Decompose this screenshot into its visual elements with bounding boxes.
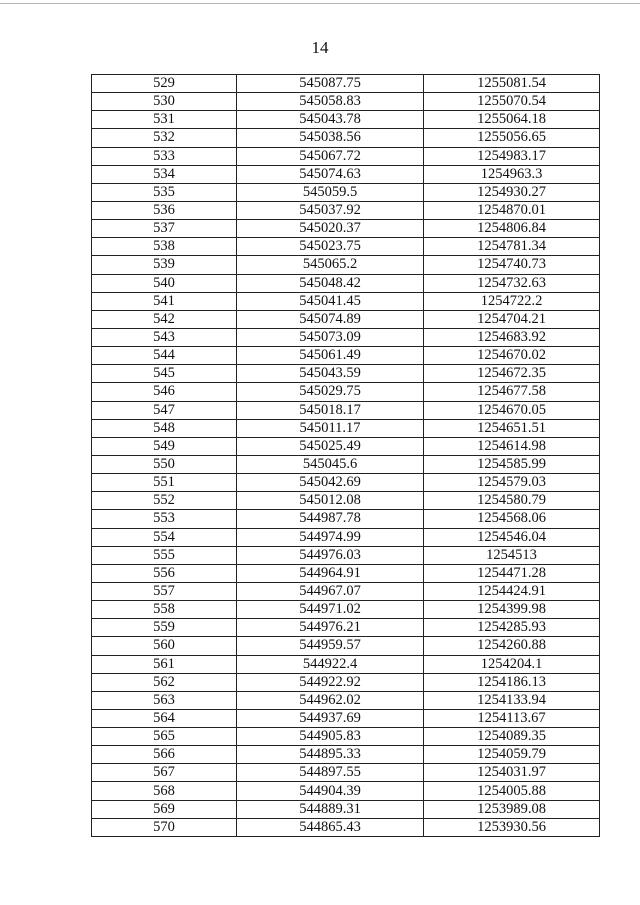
x-coordinate-cell: 544976.03 xyxy=(237,546,424,564)
y-coordinate-cell: 1254260.88 xyxy=(424,637,600,655)
y-coordinate-cell: 1254677.58 xyxy=(424,383,600,401)
x-coordinate-cell: 545065.2 xyxy=(237,256,424,274)
table-row xyxy=(92,492,600,510)
point-number-cell: 567 xyxy=(92,764,237,782)
point-number-cell: 539 xyxy=(92,256,237,274)
y-coordinate-cell: 1254670.05 xyxy=(424,401,600,419)
table-row xyxy=(92,709,600,727)
x-coordinate-cell: 545012.08 xyxy=(237,492,424,510)
x-coordinate-cell: 545042.69 xyxy=(237,474,424,492)
table-row xyxy=(92,274,600,292)
x-coordinate-cell: 545037.92 xyxy=(237,201,424,219)
table-row xyxy=(92,238,600,256)
table-row xyxy=(92,474,600,492)
point-number-cell: 545 xyxy=(92,365,237,383)
x-coordinate-cell: 545011.17 xyxy=(237,419,424,437)
table-row xyxy=(92,455,600,473)
table-row xyxy=(92,292,600,310)
table-row xyxy=(92,746,600,764)
page-number: 14 xyxy=(311,38,329,57)
y-coordinate-cell: 1255081.54 xyxy=(424,75,600,93)
table-row xyxy=(92,528,600,546)
point-number-cell: 557 xyxy=(92,582,237,600)
x-coordinate-cell: 544937.69 xyxy=(237,709,424,727)
point-number-cell: 542 xyxy=(92,310,237,328)
table-row xyxy=(92,328,600,346)
x-coordinate-cell: 544971.02 xyxy=(237,601,424,619)
table-row xyxy=(92,383,600,401)
point-number-cell: 533 xyxy=(92,147,237,165)
table-row xyxy=(92,75,600,93)
y-coordinate-cell: 1254740.73 xyxy=(424,256,600,274)
x-coordinate-cell: 544922.92 xyxy=(237,673,424,691)
x-coordinate-cell: 545067.72 xyxy=(237,147,424,165)
x-coordinate-cell: 545023.75 xyxy=(237,238,424,256)
point-number-cell: 551 xyxy=(92,474,237,492)
point-number-cell: 536 xyxy=(92,201,237,219)
table-row xyxy=(92,165,600,183)
point-number-cell: 565 xyxy=(92,728,237,746)
table-row xyxy=(92,147,600,165)
table-row xyxy=(92,93,600,111)
point-number-cell: 549 xyxy=(92,437,237,455)
table-row xyxy=(92,437,600,455)
point-number-cell: 554 xyxy=(92,528,237,546)
y-coordinate-cell: 1254424.91 xyxy=(424,582,600,600)
point-number-cell: 541 xyxy=(92,292,237,310)
x-coordinate-cell: 544987.78 xyxy=(237,510,424,528)
x-coordinate-cell: 545043.59 xyxy=(237,365,424,383)
x-coordinate-cell: 545087.75 xyxy=(237,75,424,93)
x-coordinate-cell: 545074.89 xyxy=(237,310,424,328)
y-coordinate-cell: 1254580.79 xyxy=(424,492,600,510)
table-row xyxy=(92,673,600,691)
table-row xyxy=(92,347,600,365)
point-number-cell: 556 xyxy=(92,564,237,582)
table-row xyxy=(92,256,600,274)
y-coordinate-cell: 1254781.34 xyxy=(424,238,600,256)
table-row xyxy=(92,764,600,782)
x-coordinate-cell: 545058.83 xyxy=(237,93,424,111)
y-coordinate-cell: 1254204.1 xyxy=(424,655,600,673)
x-coordinate-cell: 545025.49 xyxy=(237,437,424,455)
y-coordinate-cell: 1254930.27 xyxy=(424,183,600,201)
x-coordinate-cell: 544895.33 xyxy=(237,746,424,764)
x-coordinate-cell: 544865.43 xyxy=(237,818,424,836)
point-number-cell: 562 xyxy=(92,673,237,691)
y-coordinate-cell: 1254186.13 xyxy=(424,673,600,691)
x-coordinate-cell: 544962.02 xyxy=(237,691,424,709)
point-number-cell: 530 xyxy=(92,93,237,111)
x-coordinate-cell: 544922.4 xyxy=(237,655,424,673)
point-number-cell: 566 xyxy=(92,746,237,764)
x-coordinate-cell: 545018.17 xyxy=(237,401,424,419)
x-coordinate-cell: 545048.42 xyxy=(237,274,424,292)
point-number-cell: 552 xyxy=(92,492,237,510)
x-coordinate-cell: 544974.99 xyxy=(237,528,424,546)
y-coordinate-cell: 1254683.92 xyxy=(424,328,600,346)
x-coordinate-cell: 544959.57 xyxy=(237,637,424,655)
point-number-cell: 535 xyxy=(92,183,237,201)
x-coordinate-cell: 545041.45 xyxy=(237,292,424,310)
table-row xyxy=(92,401,600,419)
point-number-cell: 569 xyxy=(92,800,237,818)
table-row xyxy=(92,546,600,564)
point-number-cell: 550 xyxy=(92,455,237,473)
x-coordinate-cell: 545043.78 xyxy=(237,111,424,129)
point-number-cell: 547 xyxy=(92,401,237,419)
point-number-cell: 561 xyxy=(92,655,237,673)
table-row xyxy=(92,201,600,219)
y-coordinate-cell: 1254546.04 xyxy=(424,528,600,546)
coordinates-table xyxy=(91,74,600,837)
table-row xyxy=(92,365,600,383)
x-coordinate-cell: 544964.91 xyxy=(237,564,424,582)
y-coordinate-cell: 1254870.01 xyxy=(424,201,600,219)
point-number-cell: 564 xyxy=(92,709,237,727)
x-coordinate-cell: 544897.55 xyxy=(237,764,424,782)
x-coordinate-cell: 544967.07 xyxy=(237,582,424,600)
x-coordinate-cell: 545029.75 xyxy=(237,383,424,401)
point-number-cell: 563 xyxy=(92,691,237,709)
point-number-cell: 560 xyxy=(92,637,237,655)
table-row xyxy=(92,728,600,746)
point-number-cell: 543 xyxy=(92,328,237,346)
table-row xyxy=(92,637,600,655)
x-coordinate-cell: 544889.31 xyxy=(237,800,424,818)
table-row xyxy=(92,129,600,147)
table-row xyxy=(92,582,600,600)
point-number-cell: 537 xyxy=(92,220,237,238)
point-number-cell: 540 xyxy=(92,274,237,292)
y-coordinate-cell: 1254806.84 xyxy=(424,220,600,238)
y-coordinate-cell: 1255056.65 xyxy=(424,129,600,147)
point-number-cell: 559 xyxy=(92,619,237,637)
table-row xyxy=(92,183,600,201)
y-coordinate-cell: 1253989.08 xyxy=(424,800,600,818)
x-coordinate-cell: 545061.49 xyxy=(237,347,424,365)
x-coordinate-cell: 544976.21 xyxy=(237,619,424,637)
table-row xyxy=(92,818,600,836)
table-row xyxy=(92,419,600,437)
x-coordinate-cell: 545045.6 xyxy=(237,455,424,473)
x-coordinate-cell: 545059.5 xyxy=(237,183,424,201)
y-coordinate-cell: 1254568.06 xyxy=(424,510,600,528)
point-number-cell: 548 xyxy=(92,419,237,437)
point-number-cell: 555 xyxy=(92,546,237,564)
point-number-cell: 544 xyxy=(92,347,237,365)
table-row xyxy=(92,310,600,328)
y-coordinate-cell: 1254471.28 xyxy=(424,564,600,582)
x-coordinate-cell: 544904.39 xyxy=(237,782,424,800)
y-coordinate-cell: 1254704.21 xyxy=(424,310,600,328)
x-coordinate-cell: 545038.56 xyxy=(237,129,424,147)
y-coordinate-cell: 1253930.56 xyxy=(424,818,600,836)
y-coordinate-cell: 1254585.99 xyxy=(424,455,600,473)
table-row xyxy=(92,800,600,818)
table-row xyxy=(92,220,600,238)
y-coordinate-cell: 1254285.93 xyxy=(424,619,600,637)
y-coordinate-cell: 1254113.67 xyxy=(424,709,600,727)
y-coordinate-cell: 1254963.3 xyxy=(424,165,600,183)
y-coordinate-cell: 1254722.2 xyxy=(424,292,600,310)
coordinates-table-body xyxy=(92,75,600,837)
x-coordinate-cell: 544905.83 xyxy=(237,728,424,746)
table-row xyxy=(92,601,600,619)
point-number-cell: 534 xyxy=(92,165,237,183)
y-coordinate-cell: 1255070.54 xyxy=(424,93,600,111)
table-row xyxy=(92,564,600,582)
y-coordinate-cell: 1254513 xyxy=(424,546,600,564)
page-top-border xyxy=(0,3,640,4)
point-number-cell: 538 xyxy=(92,238,237,256)
x-coordinate-cell: 545073.09 xyxy=(237,328,424,346)
y-coordinate-cell: 1254732.63 xyxy=(424,274,600,292)
point-number-cell: 568 xyxy=(92,782,237,800)
y-coordinate-cell: 1254614.98 xyxy=(424,437,600,455)
y-coordinate-cell: 1254059.79 xyxy=(424,746,600,764)
point-number-cell: 532 xyxy=(92,129,237,147)
point-number-cell: 558 xyxy=(92,601,237,619)
y-coordinate-cell: 1254133.94 xyxy=(424,691,600,709)
y-coordinate-cell: 1254399.98 xyxy=(424,601,600,619)
table-row xyxy=(92,691,600,709)
table-row xyxy=(92,510,600,528)
y-coordinate-cell: 1254005.88 xyxy=(424,782,600,800)
table-row xyxy=(92,619,600,637)
x-coordinate-cell: 545074.63 xyxy=(237,165,424,183)
point-number-cell: 553 xyxy=(92,510,237,528)
point-number-cell: 529 xyxy=(92,75,237,93)
table-row xyxy=(92,655,600,673)
y-coordinate-cell: 1254983.17 xyxy=(424,147,600,165)
table-row xyxy=(92,111,600,129)
y-coordinate-cell: 1254089.35 xyxy=(424,728,600,746)
y-coordinate-cell: 1254031.97 xyxy=(424,764,600,782)
table-row xyxy=(92,782,600,800)
x-coordinate-cell: 545020.37 xyxy=(237,220,424,238)
point-number-cell: 570 xyxy=(92,818,237,836)
y-coordinate-cell: 1255064.18 xyxy=(424,111,600,129)
y-coordinate-cell: 1254651.51 xyxy=(424,419,600,437)
y-coordinate-cell: 1254579.03 xyxy=(424,474,600,492)
y-coordinate-cell: 1254670.02 xyxy=(424,347,600,365)
point-number-cell: 546 xyxy=(92,383,237,401)
y-coordinate-cell: 1254672.35 xyxy=(424,365,600,383)
point-number-cell: 531 xyxy=(92,111,237,129)
